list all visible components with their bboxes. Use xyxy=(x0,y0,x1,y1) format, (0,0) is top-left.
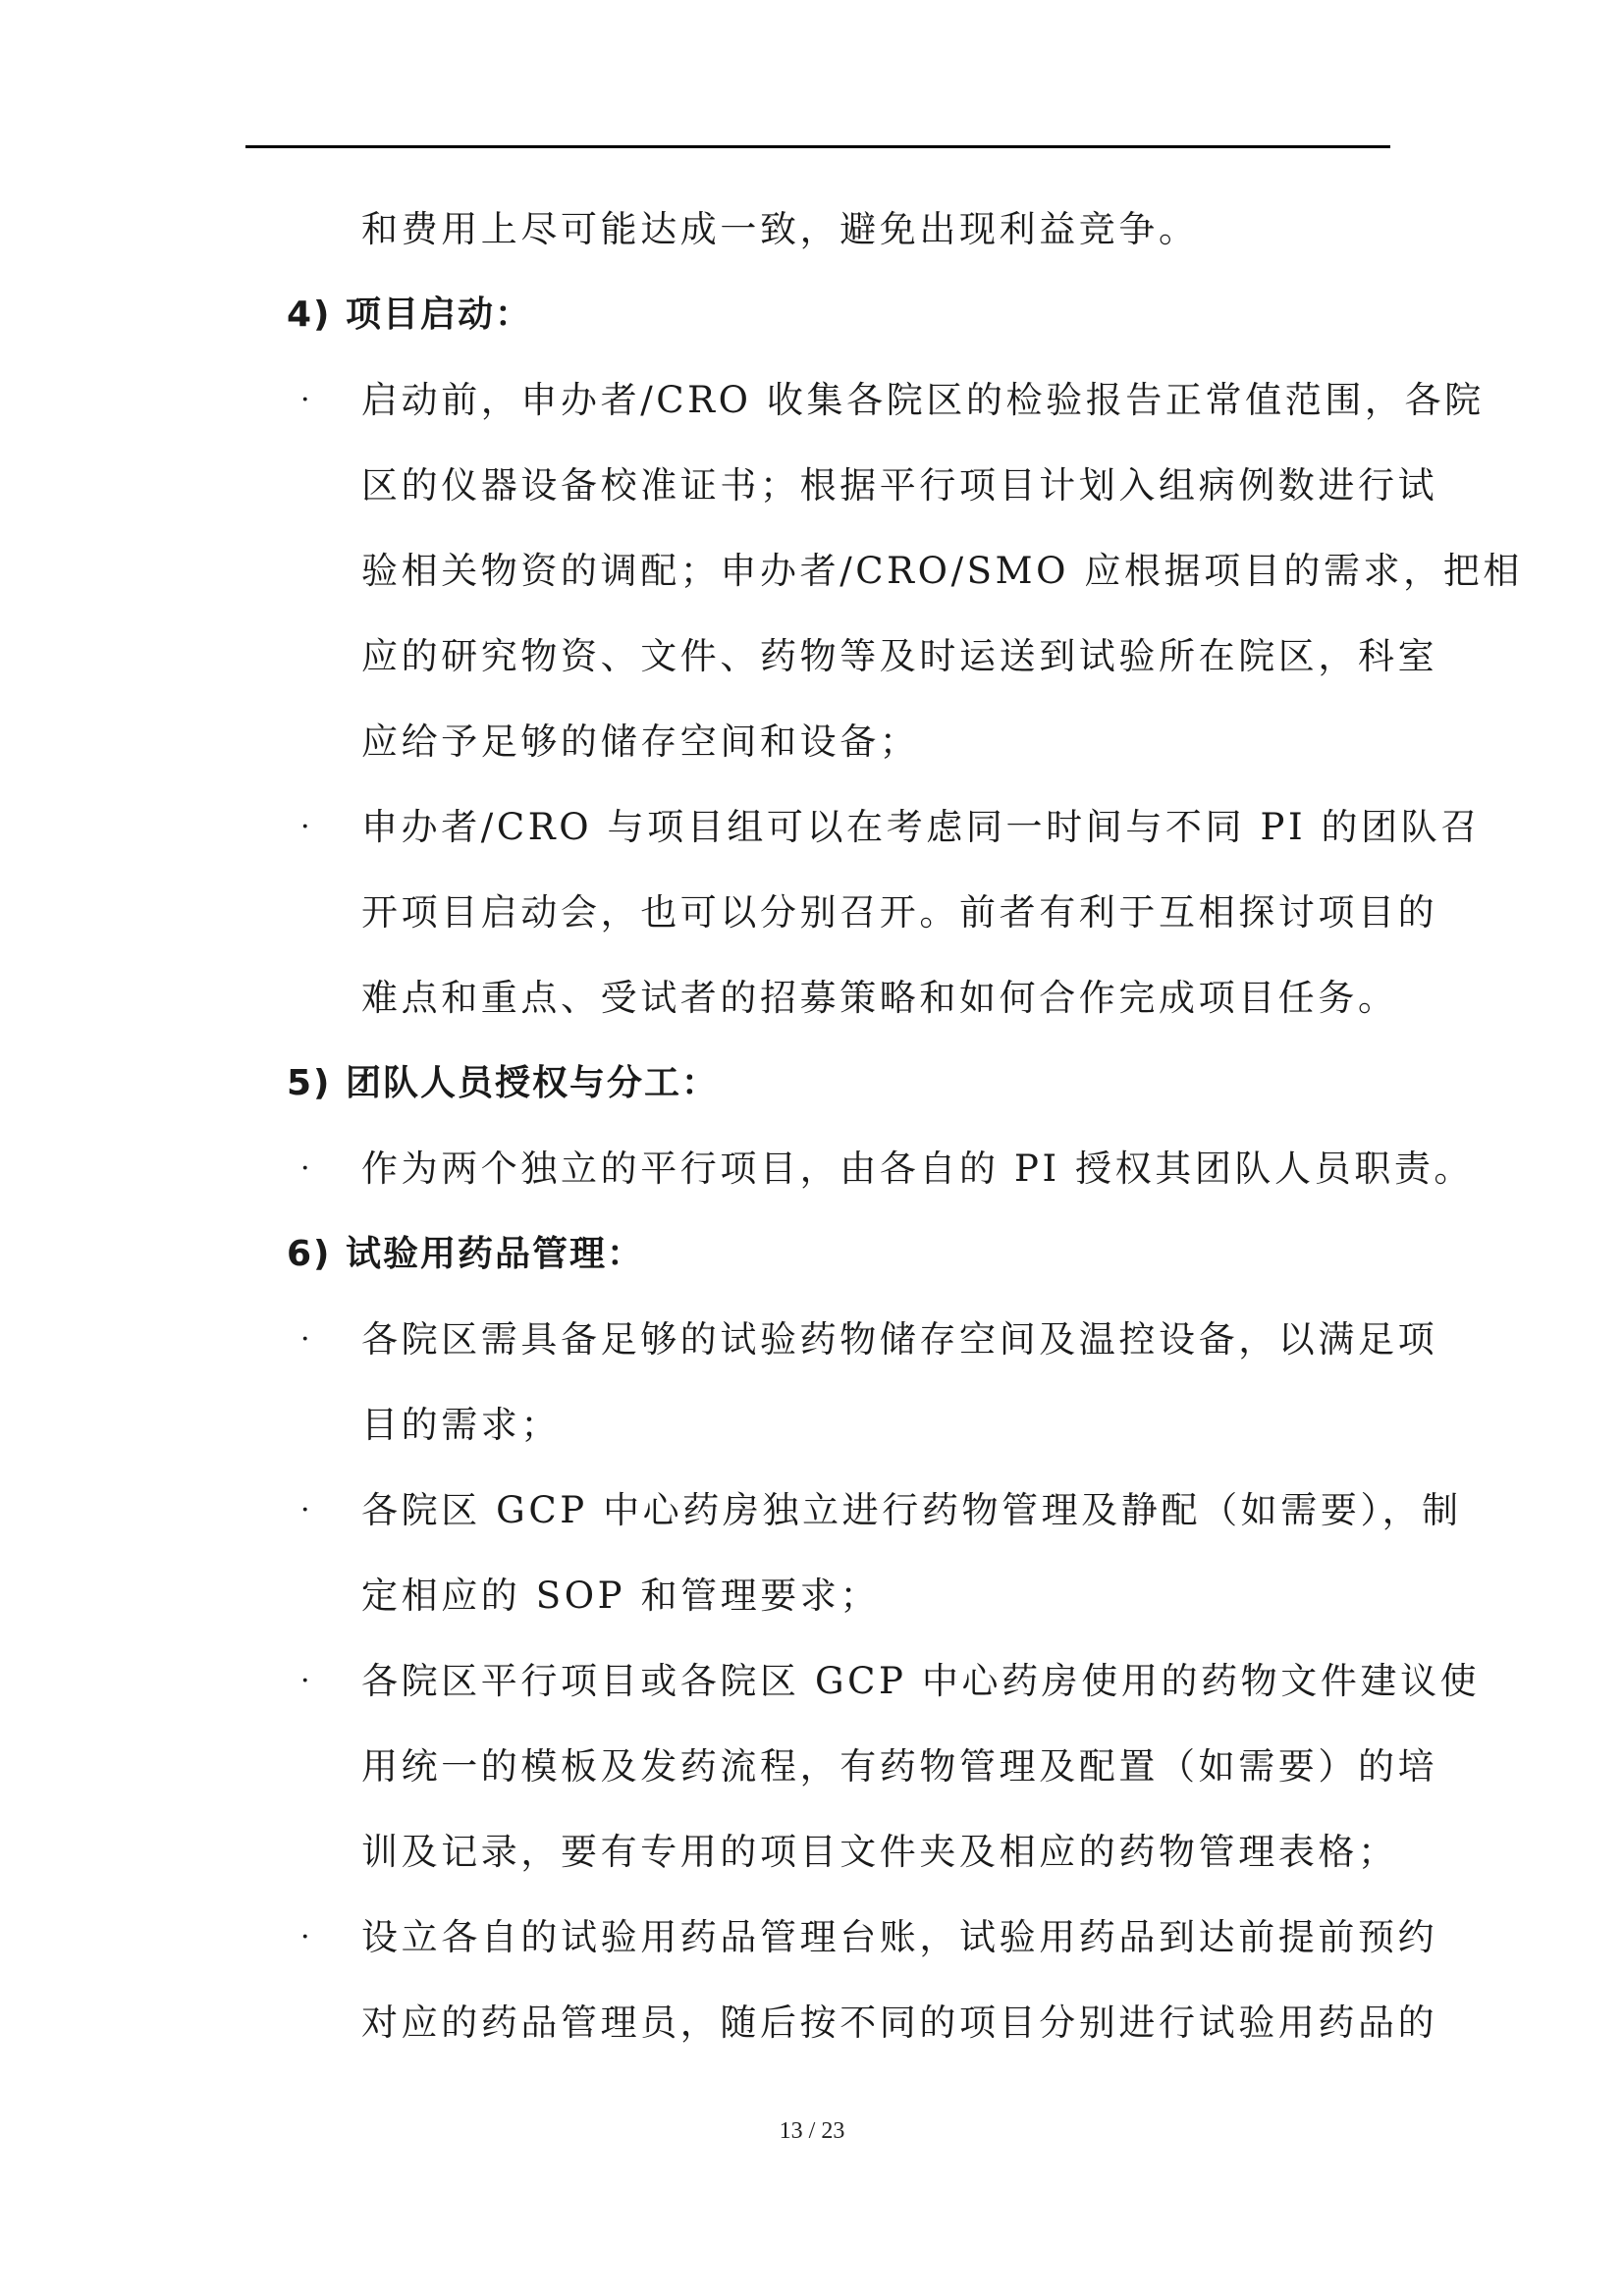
line-text: 启动前，申办者/CRO 收集各院区的检验报告正常值范围，各院 xyxy=(361,379,1485,421)
bullet-continuation-line xyxy=(287,1809,1398,1895)
bullet-icon: · xyxy=(300,810,314,844)
section-heading xyxy=(287,272,1390,357)
line-text: 各院区 GCP 中心药房独立进行药物管理及静配（如需要），制 xyxy=(361,1489,1462,1531)
line-text: 各院区平行项目或各院区 GCP 中心药房使用的药物文件建议使 xyxy=(361,1660,1481,1702)
bullet-icon: · xyxy=(300,383,314,417)
line-text: 5) 团队人员授权与分工： xyxy=(287,1063,720,1103)
bullet-continuation-line xyxy=(287,528,1523,614)
line-text: 开项目启动会，也可以分别召开。前者有利于互相探讨项目的 xyxy=(361,891,1438,934)
section-heading xyxy=(287,1211,1390,1297)
bullet-icon: · xyxy=(300,1322,314,1357)
page-number: 13 / 23 xyxy=(779,2118,845,2144)
line-text: 定相应的 SOP 和管理要求； xyxy=(361,1575,881,1617)
bullet-item-line xyxy=(287,1126,1475,1211)
document-body xyxy=(287,187,1523,2065)
section-heading xyxy=(287,1041,1390,1126)
bullet-continuation-line xyxy=(287,1382,1390,1468)
paragraph-continuation-line xyxy=(287,187,1390,272)
line-text: 6) 试验用药品管理： xyxy=(287,1234,645,1274)
bullet-item-line xyxy=(287,1297,1438,1382)
line-text: 目的需求； xyxy=(361,1404,561,1446)
bullet-continuation-line xyxy=(287,1980,1438,2065)
line-text: 申办者/CRO 与项目组可以在考虑同一时间与不同 PI 的团队召 xyxy=(361,806,1481,848)
bullet-item-line xyxy=(287,1895,1438,1980)
bullet-icon: · xyxy=(300,1493,314,1527)
bullet-continuation-line xyxy=(287,955,1398,1041)
bullet-continuation-line xyxy=(287,699,1390,784)
bullet-continuation-line xyxy=(287,1553,1390,1638)
bullet-continuation-line xyxy=(287,614,1438,699)
line-text: 和费用上尽可能达成一致，避免出现利益竞争。 xyxy=(361,208,1199,250)
bullet-item-line xyxy=(287,784,1481,870)
line-text: 训及记录，要有专用的项目文件夹及相应的药物管理表格； xyxy=(361,1831,1398,1873)
bullet-icon: · xyxy=(300,1151,314,1186)
bullet-continuation-line xyxy=(287,1724,1438,1809)
line-text: 作为两个独立的平行项目，由各自的 PI 授权其团队人员职责。 xyxy=(361,1148,1475,1190)
line-text: 4) 项目启动： xyxy=(287,294,533,335)
bullet-item-line xyxy=(287,1468,1462,1553)
bullet-continuation-line xyxy=(287,870,1438,955)
line-text: 用统一的模板及发药流程，有药物管理及配置（如需要）的培 xyxy=(361,1745,1438,1788)
line-text: 各院区需具备足够的试验药物储存空间及温控设备，以满足项 xyxy=(361,1318,1438,1361)
line-text: 区的仪器设备校准证书；根据平行项目计划入组病例数进行试 xyxy=(361,464,1438,507)
line-text: 设立各自的试验用药品管理台账，试验用药品到达前提前预约 xyxy=(361,1916,1438,1958)
line-text: 应的研究物资、文件、药物等及时运送到试验所在院区，科室 xyxy=(361,635,1438,677)
line-text: 难点和重点、受试者的招募策略和如何合作完成项目任务。 xyxy=(361,977,1398,1019)
bullet-icon: · xyxy=(300,1664,314,1698)
bullet-item-line xyxy=(287,1638,1481,1724)
bullet-item-line xyxy=(287,357,1485,443)
bullet-icon: · xyxy=(300,1920,314,1954)
bullet-continuation-line xyxy=(287,443,1438,528)
line-text: 验相关物资的调配；申办者/CRO/SMO 应根据项目的需求，把相 xyxy=(361,550,1523,592)
header-rule xyxy=(245,145,1390,148)
line-text: 应给予足够的储存空间和设备； xyxy=(361,721,920,763)
line-text: 对应的药品管理员，随后按不同的项目分别进行试验用药品的 xyxy=(361,2002,1438,2044)
